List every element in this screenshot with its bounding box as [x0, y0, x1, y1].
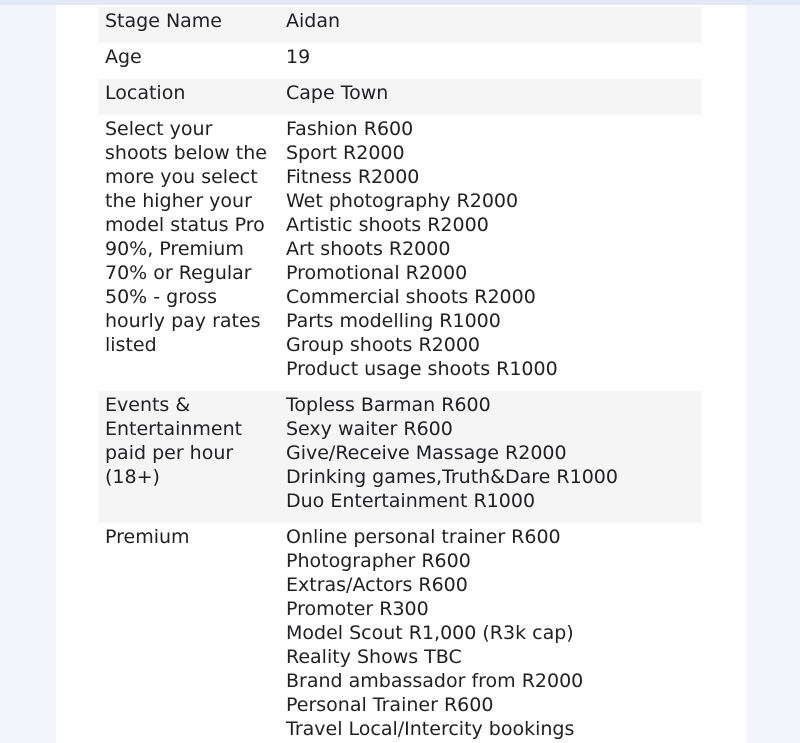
field-value: [279, 7, 702, 43]
field-label: Select your shoots below the more you select the higher your model status Pro 90%, Premium 70% or Regular 50% - gross hourly pay rates listed: [105, 118, 267, 356]
premium-item: Brand ambassador from R2000: [286, 670, 584, 692]
row-premium: [98, 523, 702, 743]
premium-item: Promoter R300: [286, 598, 429, 620]
row-events: [98, 391, 702, 523]
field-value: [279, 391, 702, 523]
premium-item: Extras/Actors R600: [286, 574, 468, 596]
event-item: Give/Receive Massage R2000: [286, 442, 567, 464]
premium-item: Personal Trainer R600: [286, 694, 494, 716]
premium-item: Reality Shows TBC: [286, 646, 462, 668]
row-age: [98, 43, 702, 79]
premium-item: Online personal trainer R600: [286, 526, 561, 548]
shoot-item: Sport R2000: [286, 142, 405, 164]
premium-item: Photographer R600: [286, 550, 471, 572]
field-value: [279, 43, 702, 79]
field-value: [279, 115, 702, 391]
shoot-item: Fitness R2000: [286, 166, 420, 188]
row-location: [98, 79, 702, 115]
event-item: Duo Entertainment R1000: [286, 490, 536, 512]
field-label: Age: [105, 46, 142, 68]
field-value: [279, 79, 702, 115]
profile-card: [56, 5, 746, 743]
shoot-item: Artistic shoots R2000: [286, 214, 489, 236]
shoot-item: Product usage shoots R1000: [286, 358, 558, 380]
field-label: Premium: [105, 526, 190, 548]
premium-item: Travel Local/Intercity bookings: [286, 718, 575, 740]
shoot-item: Wet photography R2000: [286, 190, 519, 212]
profile-table: [98, 7, 702, 743]
shoot-item: Parts modelling R1000: [286, 310, 501, 332]
shoot-item: Art shoots R2000: [286, 238, 451, 260]
event-item: Drinking games,Truth&Dare R1000: [286, 466, 618, 488]
row-shoots: [98, 115, 702, 391]
field-label: Events & Entertainment paid per hour (18+): [98, 391, 279, 523]
field-label: Stage Name: [98, 7, 279, 43]
field-value-item: Aidan: [286, 10, 341, 32]
field-value: [279, 523, 702, 743]
shoot-item: Fashion R600: [286, 118, 414, 140]
premium-item: Model Scout R1,000 (R3k cap): [286, 622, 574, 644]
field-label: Location: [98, 79, 279, 115]
shoot-item: Commercial shoots R2000: [286, 286, 536, 308]
field-value-item: Cape Town: [286, 82, 389, 104]
row-stage-name: [98, 7, 702, 43]
event-item: Sexy waiter R600: [286, 418, 453, 440]
shoot-item: Promotional R2000: [286, 262, 468, 284]
field-value-item: 19: [286, 46, 311, 68]
event-item: Topless Barman R600: [286, 394, 491, 416]
shoot-item: Group shoots R2000: [286, 334, 481, 356]
